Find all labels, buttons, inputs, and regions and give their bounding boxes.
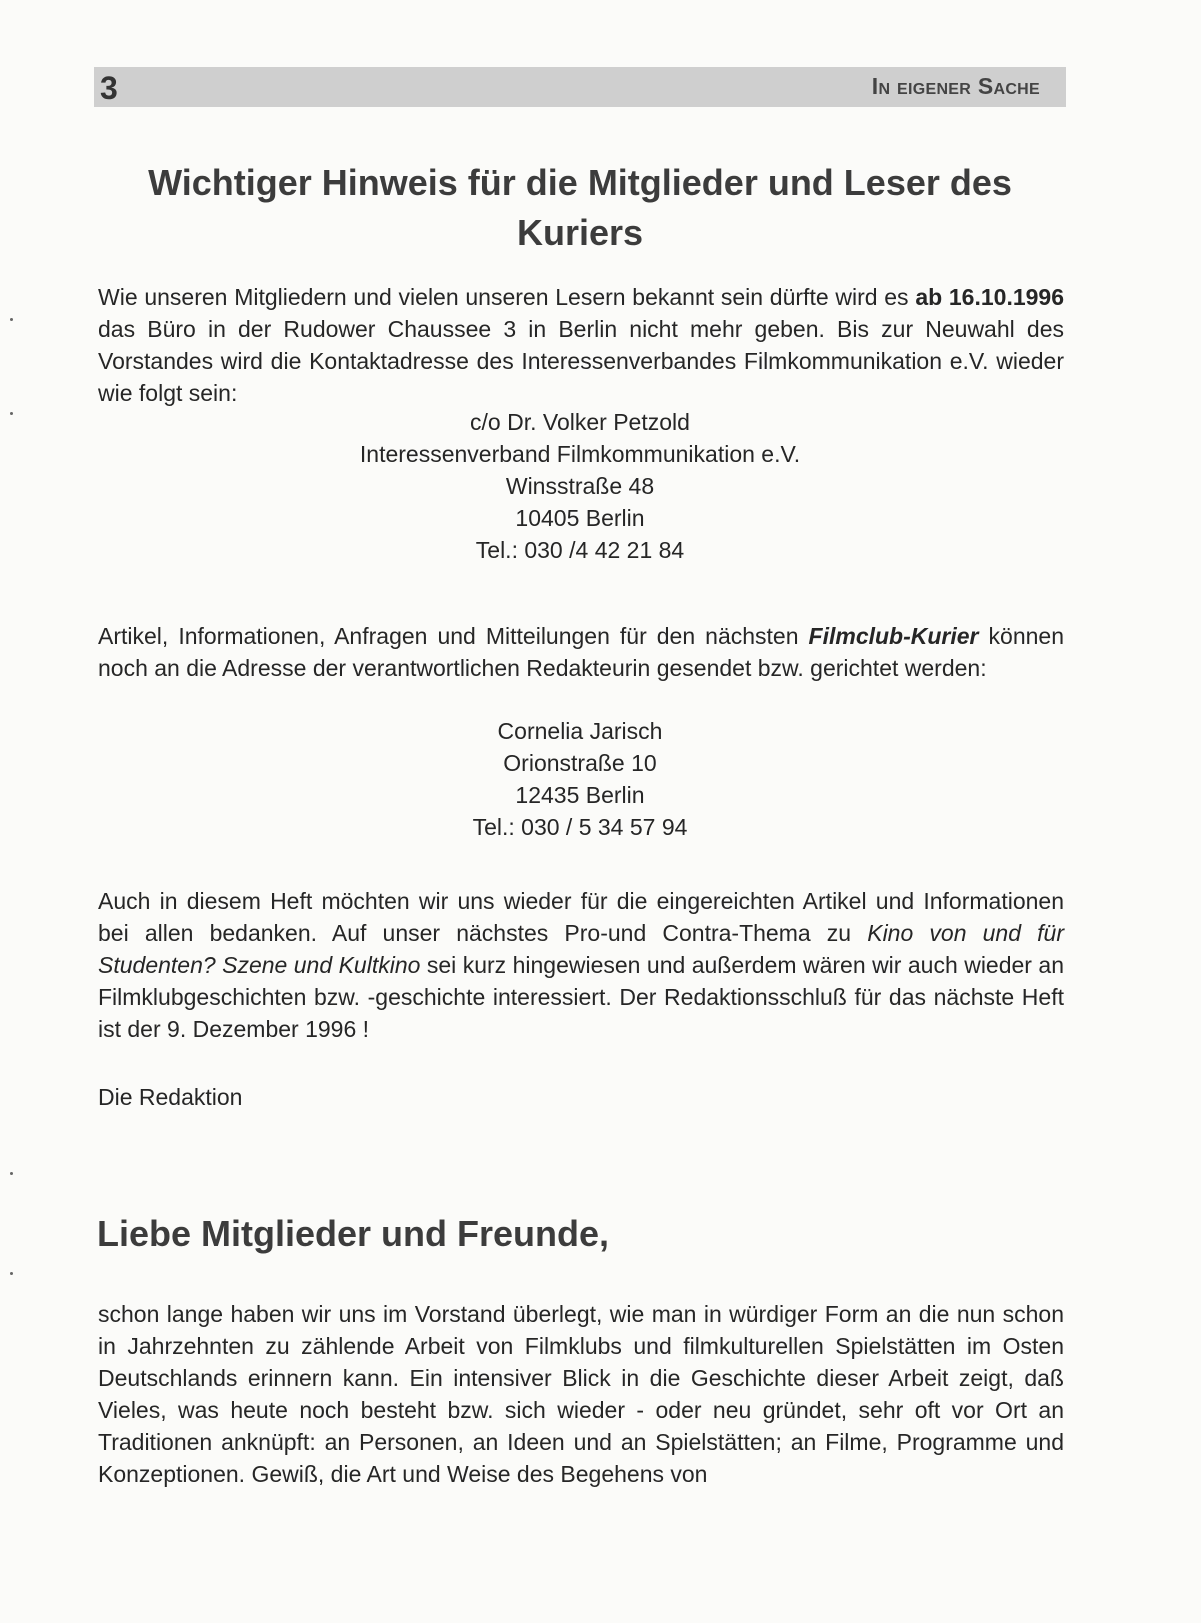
article2-title: Liebe Mitglieder und Freunde, xyxy=(97,1213,610,1254)
thanks-paragraph xyxy=(98,885,1064,1045)
publication-name: Filmclub-Kurier xyxy=(808,623,979,649)
section-label: In eigener Sache xyxy=(871,73,1040,99)
scan-speck xyxy=(10,318,13,321)
submission-text-after: können noch an die Adresse der verantwortlichen Redakteurin gesendet bzw. gerichtet werden: xyxy=(98,623,1064,681)
notice-text-after: das Büro in der Rudower Chaussee 3 in Berlin nicht mehr geben. Bis zur Neuwahl des Vorstandes wird die Kontaktadresse des Interessenverbandes Filmkommunikation e.V. wieder wie folgt sein: xyxy=(98,316,1064,406)
notice-text-before: Wie unseren Mitgliedern und vielen unseren Lesern bekannt sein dürfte wird es xyxy=(98,284,916,310)
thanks-text-before: Auch in diesem Heft möchten wir uns wieder für die eingereichten Artikel und Informationen bei allen bedanken. Auf unser nächstes Pro-und Contra-Thema zu xyxy=(98,888,1064,946)
contact-address xyxy=(94,406,1066,566)
address-line: Orionstraße 10 xyxy=(503,750,657,776)
address-line: c/o Dr. Volker Petzold xyxy=(470,409,690,435)
address-line: Tel.: 030 / 5 34 57 94 xyxy=(472,814,688,840)
address-line: Tel.: 030 /4 42 21 84 xyxy=(475,537,685,563)
closing-date: ab 16.10.1996 xyxy=(915,284,1065,310)
editor-address xyxy=(94,715,1066,843)
scan-speck xyxy=(10,412,13,415)
thanks-text-after: sei kurz hingewiesen und außerdem wären wir auch wieder an Filmklubgeschichten bzw. -geschichte interessiert. Der Redaktionsschluß für das nächste Heft ist der 9. Dezember 1996 ! xyxy=(98,952,1064,1042)
notice-paragraph xyxy=(98,281,1064,409)
scan-speck xyxy=(10,1272,13,1275)
submission-paragraph xyxy=(98,620,1064,684)
signature: Die Redaktion xyxy=(98,1084,243,1110)
page-number: 3 xyxy=(100,70,118,106)
address-line: Interessenverband Filmkommunikation e.V. xyxy=(359,441,801,467)
address-line: 10405 Berlin xyxy=(515,505,645,531)
address-line: Cornelia Jarisch xyxy=(497,718,663,744)
scan-speck xyxy=(10,1172,13,1175)
page-header xyxy=(94,67,1066,107)
next-topic: Kino von und für Studenten? Szene und Kultkino xyxy=(98,920,1064,978)
address-line: 12435 Berlin xyxy=(515,782,645,808)
submission-text-before: Artikel, Informationen, Anfragen und Mitteilungen für den nächsten xyxy=(98,623,809,649)
address-line: Winsstraße 48 xyxy=(505,473,655,499)
article-title: Wichtiger Hinweis für die Mitglieder und Leser des Kuriers xyxy=(148,162,1012,253)
article2-paragraph: schon lange haben wir uns im Vorstand überlegt, wie man in würdiger Form an die nun schon in Jahrzehnten zu zählende Arbeit von Filmklubs und filmkulturellen Spielstätten im Osten Deutschlands erinnern kann. Ein intensiver Blick in die Geschichte dieser Arbeit zeigt, daß Vieles, was heute noch besteht bzw. sich wieder - oder neu gründet, sehr oft vor Ort an Traditionen anknüpft: an Personen, an Ideen und an Spielstätten; an Filme, Programme und Konzeptionen. Gewiß, die Art und Weise des Begehens von xyxy=(98,1301,1064,1487)
